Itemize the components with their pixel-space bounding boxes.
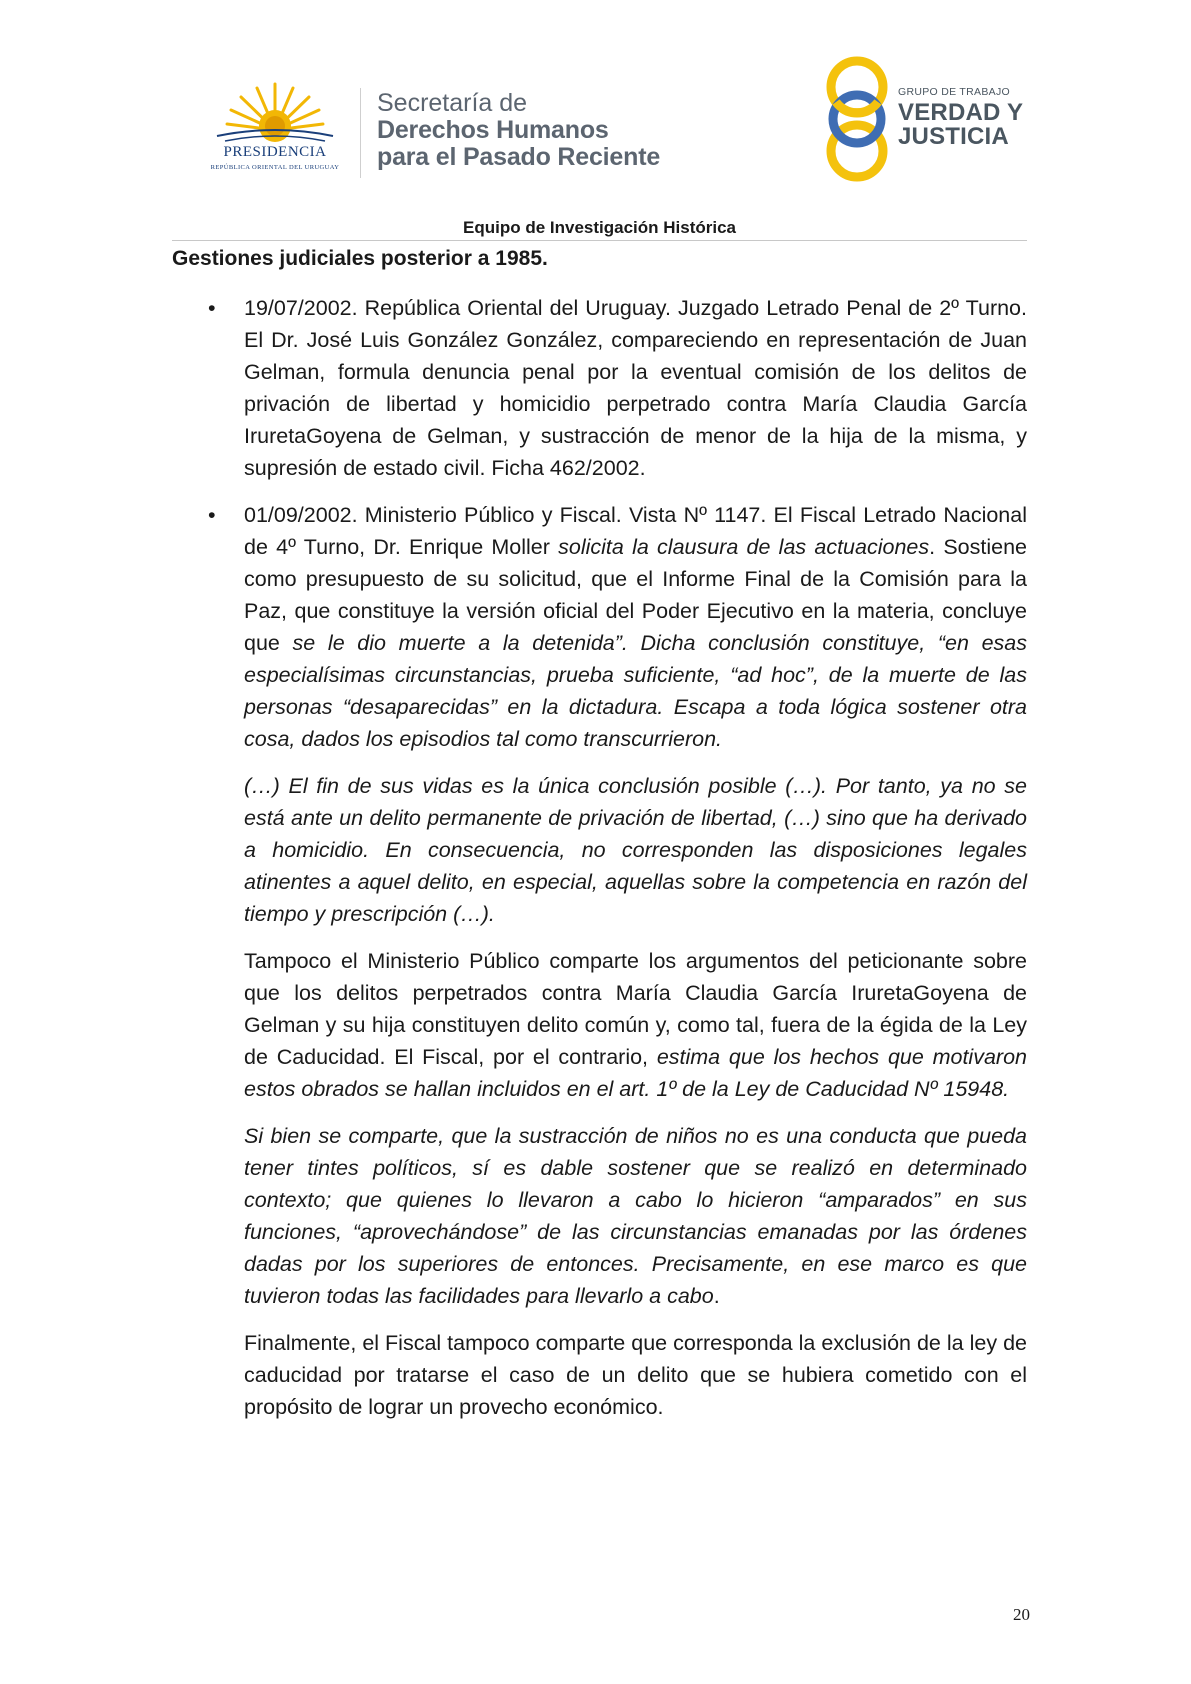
sun-emblem-icon: [195, 80, 355, 144]
quote-text: (…) El fin de sus vidas es la única conclusión posible (…). Por tanto, ya no se está ante un delito permanente de privación de libertad, (…) sino que ha derivado a homicidio. En consecuencia, no corresponden las disposiciones legales atinentes a aquel delito, en especial, aquellas sobre la competencia en razón del tiempo y prescripción (…).: [244, 774, 1027, 926]
gt-line-2: JUSTICIA: [898, 123, 1009, 150]
bullet-icon: •: [208, 296, 216, 320]
body-paragraph: [244, 945, 1027, 1105]
list-item: [208, 292, 1027, 484]
presidencia-wordmark: PRESIDENCIA: [223, 144, 327, 160]
gt-small-caption: GRUPO DE TRABAJO: [898, 86, 1010, 98]
secretaria-line-3: para el Pasado Reciente: [377, 143, 661, 171]
paragraph-text-italic: estima que los hechos que motivaron estos obrados se hallan incluidos en el art. 1º de la Ley de Caducidad Nº 15948.: [244, 1045, 1027, 1101]
secretaria-line-2: Derechos Humanos: [377, 116, 609, 144]
running-header: Equipo de Investigación Histórica: [463, 218, 736, 237]
verdad-justicia-logo: [898, 86, 1023, 149]
header-rule: [172, 240, 1027, 241]
interlocking-rings-icon: [824, 54, 890, 184]
body-paragraph: [244, 1327, 1027, 1423]
item-text: . Sostiene como presupuesto de su solicitud, que el Informe Final de la Comisión para la Paz, que constituye la versión oficial del Poder Ejecutivo en la materia, concluye que: [244, 535, 1027, 655]
gt-line-1: VERDAD Y: [898, 99, 1024, 126]
quote-paragraph: [244, 770, 1027, 930]
item-text-italic: solicita la clausura de las actuaciones: [558, 535, 930, 559]
page-header: [0, 0, 1191, 215]
quote-text: Si bien se comparte, que la sustracción de niños no es una conducta que pueda tener tintes políticos, sí es dable sostener que se realizó en determinado contexto; que quienes lo llevaron a cabo lo hicieron “amparados” en sus funciones, “aprovechándose” de las circunstancias emanadas por las órdenes dadas por los superiores de entonces. Precisamente, en ese marco es que tuvieron todas las facilidades para llevarlo a cabo: [244, 1124, 1027, 1308]
quote-paragraph: [244, 1120, 1027, 1312]
item-text: 01/09/2002. Ministerio Público y Fiscal. Vista Nº 1147. El Fiscal Letrado Nacional de 4º Turno, Dr. Enrique Moller: [244, 503, 1027, 559]
presidencia-subtitle: REPÚBLICA ORIENTAL DEL URUGUAY: [210, 164, 340, 171]
logo-divider: [360, 88, 361, 178]
page-number: 20: [1013, 1605, 1030, 1624]
document-body: [208, 292, 1027, 1438]
item-text: 19/07/2002. República Oriental del Uruguay. Juzgado Letrado Penal de 2º Turno. El Dr. José Luis González González, compareciendo en representación de Juan Gelman, formula denuncia penal por la eventual comisión de los delitos de privación de libertad y homicidio perpetrado contra María Claudia García IruretaGoyena de Gelman, y sustracción de menor de la hija de la misma, y supresión de estado civil. Ficha 462/2002.: [244, 296, 1027, 480]
secretaria-logo: [377, 90, 660, 171]
presidencia-logo: [195, 80, 355, 180]
paragraph-text: Finalmente, el Fiscal tampoco comparte que corresponda la exclusión de la ley de caducidad por tratarse el caso de un delito que se hubiera cometido con el propósito de lograr un provecho económico.: [244, 1331, 1027, 1419]
section-title: Gestiones judiciales posterior a 1985.: [172, 247, 548, 270]
secretaria-line-1: Secretaría de: [377, 89, 528, 117]
item-text-italic: se le dio muerte a la detenida”. Dicha conclusión constituye, “en esas especialísimas circunstancias, prueba suficiente, “ad hoc”, de la muerte de las personas “desaparecidas” en la dictadura. Escapa a toda lógica sostener otra cosa, dados los episodios tal como transcurrieron.: [244, 631, 1027, 751]
quote-end: .: [713, 1284, 720, 1308]
paragraph-text: Tampoco el Ministerio Público comparte los argumentos del peticionante sobre que los delitos perpetrados contra María Claudia García IruretaGoyena de Gelman y su hija constituyen delito común y, como tal, fuera de la égida de la Ley de Caducidad. El Fiscal, por el contrario,: [244, 949, 1027, 1069]
bullet-icon: •: [208, 503, 216, 527]
list-item: [208, 499, 1027, 755]
